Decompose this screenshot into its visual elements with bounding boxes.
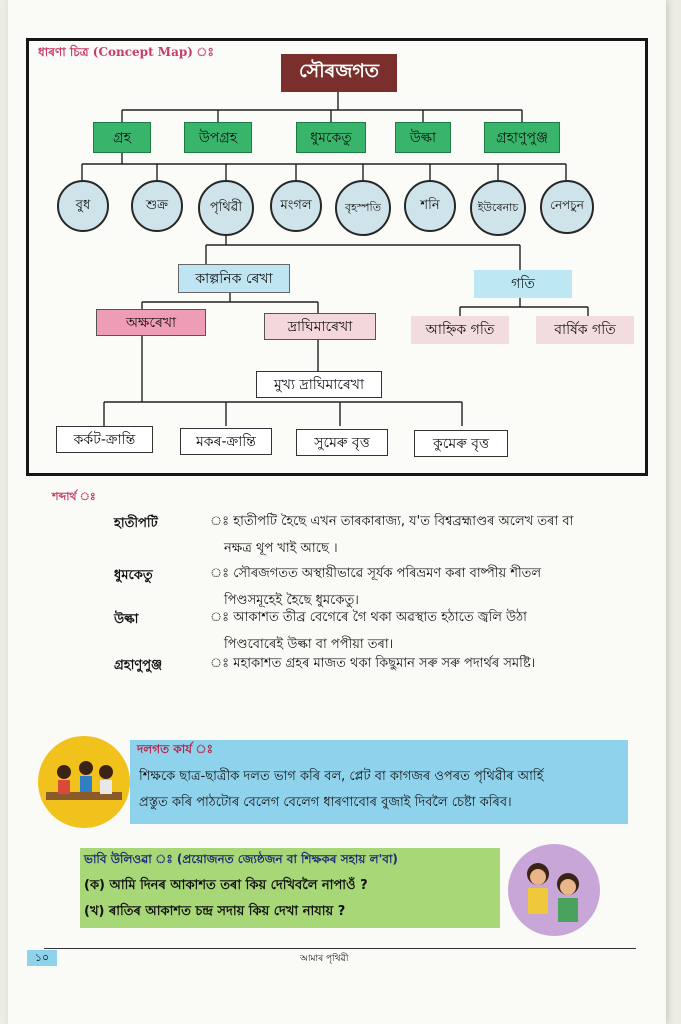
rotation-box: আহ্নিক গতি [411,316,509,344]
definition-line: ঃ সৌৰজগতত অস্থায়ীভাৱে সূৰ্যক পৰিভ্ৰমণ কৰা বাষ্পীয় শীতল [210,566,542,581]
longitude-box: দ্ৰাঘিমাৰেখা [264,313,376,340]
think-title: ভাবি উলিওৱা ঃ (প্ৰয়োজনত জ্যেষ্ঠজন বা শিক্ষকৰ সহায় ল'বা) [84,852,398,866]
concept-map-heading: ধাৰণা চিত্ৰ (Concept Map) ঃ [38,45,214,59]
imaginary-lines-box: কাল্পনিক ৰেখা [178,264,290,293]
revolution-box: বাৰ্ষিক গতি [536,316,634,344]
glossary-term: গ্ৰহাণুপুঞ্জ [114,658,163,673]
definition-line: ঃ মহাকাশত গ্ৰহৰ মাজত থকা কিছুমান সৰু সৰু পদাৰ্থৰ সমষ্টি। [210,656,536,671]
arctic-circle-box: সুমেৰু বৃত্ত [296,429,388,456]
page-number: ১০ [27,950,57,966]
category-satellite: উপগ্ৰহ [184,122,252,153]
category-comet: ধুমকেতু [296,122,366,153]
prime-meridian-box: মুখ্য দ্ৰাঘিমাৰেখা [256,371,382,398]
group-work-illustration [38,736,130,828]
tropic-cancer-box: কৰ্কট-ক্ৰান্তি [56,426,153,453]
group-work-line: শিক্ষকে ছাত্ৰ-ছাত্ৰীক দলত ভাগ কৰি বল, প্লেট বা কাগজৰ ওপৰত পৃথিৱীৰ আৰ্হি [139,769,544,784]
planet-uranus: ইউৰেনাচ [470,180,526,236]
antarctic-circle-box: কুমেৰু বৃত্ত [414,430,508,457]
footer-title: আমাৰ পৃথিৱী [300,954,349,964]
children-icon [508,844,600,936]
glossary-term: উল্কা [114,612,139,627]
footer-rule [44,948,636,949]
tropic-capricorn-box: মকৰ-ক্ৰান্তি [180,428,272,455]
group-work-line: প্ৰস্তুত কৰি পাঠটোৰ বেলেগ বেলেগ ধাৰণাবোৰ বুজাই দিবলৈ চেষ্টা কৰিব। [139,795,512,810]
definition-line: নক্ষত্ৰ থূপ খাই আছে । [224,541,338,556]
root-solar-system: সৌৰজগত [281,54,397,92]
planet-neptune: নেপচুন [540,180,594,234]
glossary-definition [210,508,600,562]
planet-mars: মংগল [270,180,322,232]
students-icon [38,736,130,828]
question-b: (খ) ৰাতিৰ আকাশত চন্দ্ৰ সদায় কিয় দেখা নাযায় ? [84,904,346,919]
glossary-definition [210,650,600,677]
planet-earth: পৃথিৱী [198,180,254,236]
glossary-title: শব্দাৰ্থ ঃ [52,490,96,503]
category-planet: গ্ৰহ [93,122,151,153]
group-work-text [139,764,624,816]
glossary-term: হাতীপটি [114,516,158,531]
definition-line: পিণ্ডসমূহেই হৈছে ধুমকেতু। [224,593,359,608]
motion-box: গতি [474,270,572,298]
glossary-term: ধুমকেতু [114,568,153,583]
planet-saturn: শনি [404,180,456,232]
category-asteroid: গ্ৰহাণুপুঞ্জ [484,122,560,153]
planet-venus: শুক্ৰ [131,180,183,232]
definition-line: পিণ্ডবোৰেই উল্কা বা পপীয়া তৰা। [224,637,394,652]
planet-mercury: বুধ [57,180,109,232]
latitude-box: অক্ষৰেখা [96,309,206,336]
planet-jupiter: বৃহস্পতি [335,180,391,236]
category-meteor: উল্কা [395,122,451,153]
question-a: (ক) আমি দিনৰ আকাশত তৰা কিয় দেখিবলৈ নাপাওঁ ? [84,878,368,893]
thinking-children-illustration [508,844,600,936]
group-work-title: দলগত কাৰ্য ঃ [137,742,214,756]
definition-line: ঃ আকাশত তীব্ৰ বেগেৰে গৈ থকা অৱস্থাত হঠাতে জ্বলি উঠা [210,610,527,625]
definition-line: ঃ হাতীপটি হৈছে এখন তাৰকাৰাজ্য, য'ত বিশ্বব্ৰহ্মাণ্ডৰ অলেখ তৰা বা [210,514,574,529]
